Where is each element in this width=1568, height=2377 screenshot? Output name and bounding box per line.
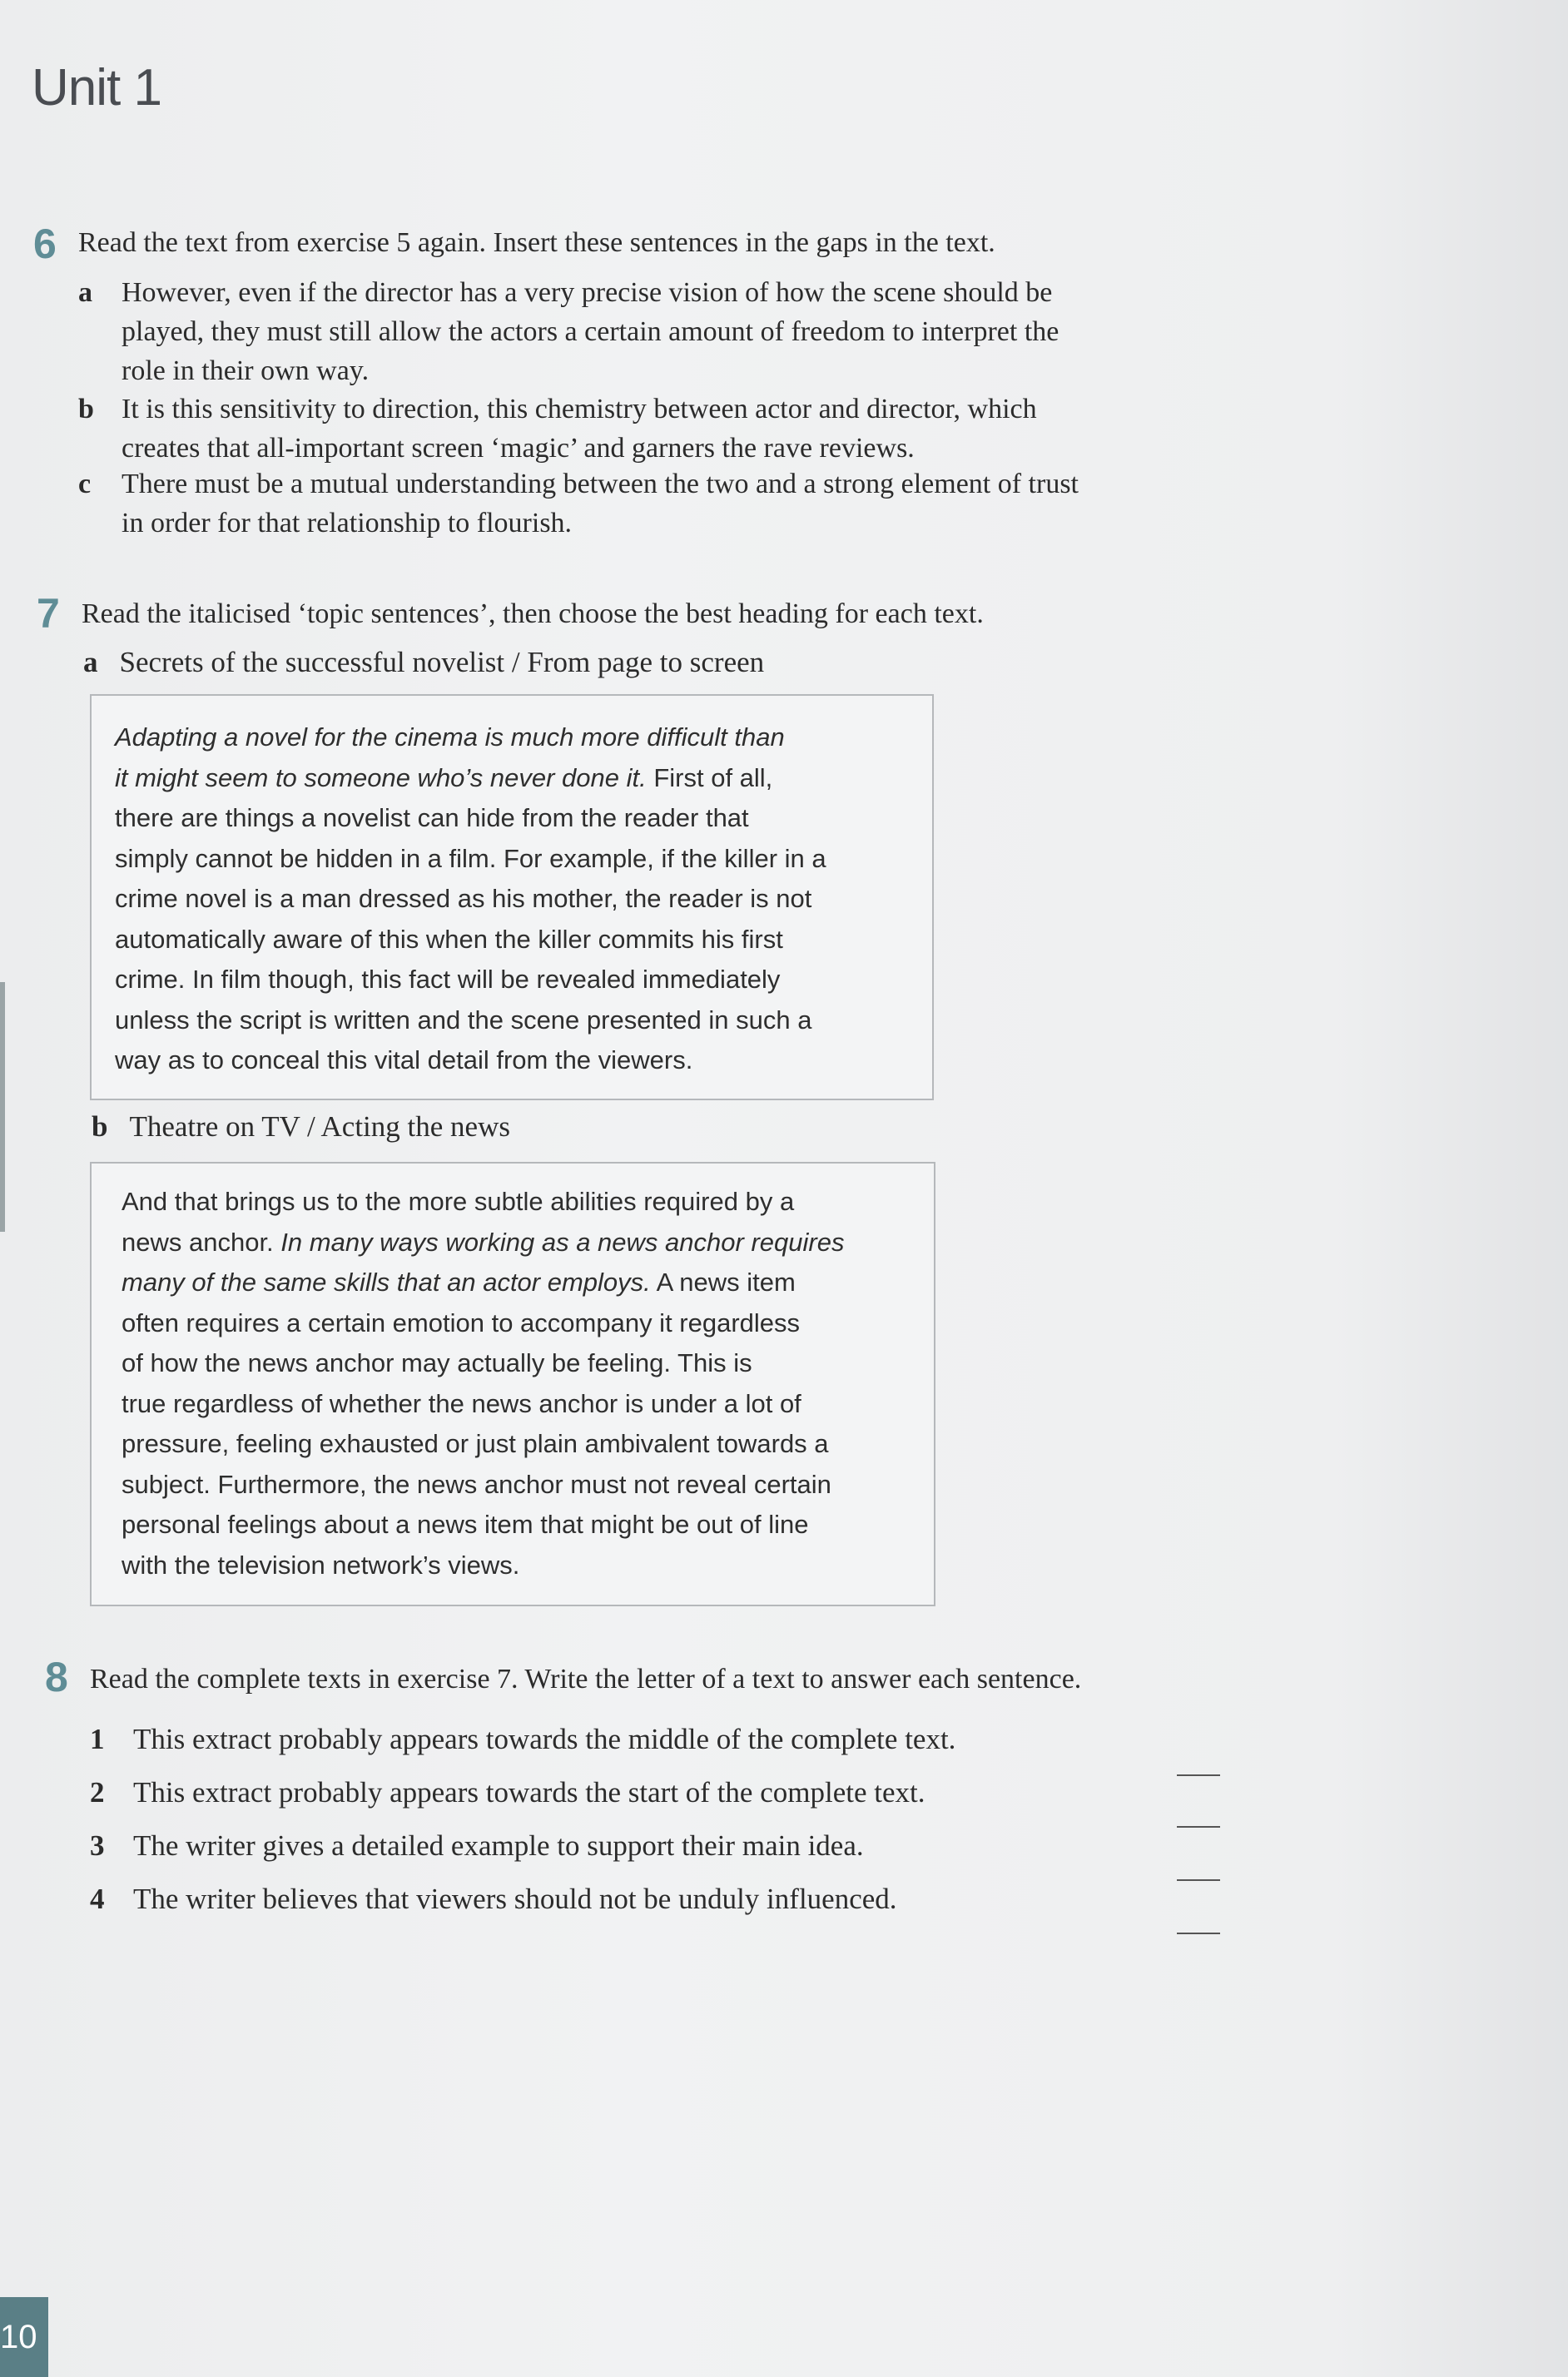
exercise-8-sentence-1 [90, 1723, 955, 1756]
box-line: simply cannot be hidden in a film. For example, if the killer in a [115, 843, 826, 873]
sentence-number: 3 [90, 1829, 105, 1862]
exercise-7a-heading-row [83, 646, 764, 679]
unit-title: Unit 1 [32, 59, 161, 117]
exercise-8-instruction: Read the complete texts in exercise 7. Write the letter of a text to answer each sentence. [90, 1664, 1082, 1695]
page-edge-shadow [0, 982, 5, 1232]
box-line: unless the script is written and the scene presented in such a [115, 1005, 812, 1035]
sentence-number: 4 [90, 1883, 105, 1915]
exercise-6-instruction: Read the text from exercise 5 again. Insert these sentences in the gaps in the text. [78, 227, 995, 258]
box-line: crime. In film though, this fact will be revealed immediately [115, 965, 781, 994]
sentence-text: The writer gives a detailed example to support their main idea. [133, 1829, 864, 1862]
box-line: many of the same skills that an actor employs. A news item [122, 1268, 796, 1297]
answer-blank-4[interactable] [1177, 1933, 1220, 1934]
exercise-6-item-c [78, 464, 1377, 543]
box-line: of how the news anchor may actually be feeling. This is [122, 1348, 752, 1377]
sentence-number: 1 [90, 1723, 105, 1755]
item-letter: b [78, 394, 94, 424]
item-line: in order for that relationship to flourish. [122, 508, 573, 538]
box-line: Adapting a novel for the cinema is much more difficult than [115, 722, 785, 752]
exercise-7b-heading-row [92, 1110, 510, 1144]
box-line: with the television network’s views. [122, 1550, 520, 1580]
item-line: It is this sensitivity to direction, this chemistry between actor and director, which [122, 394, 1037, 424]
box-line: automatically aware of this when the killer commits his first [115, 924, 783, 954]
box-line: way as to conceal this vital detail from the viewers. [115, 1045, 693, 1074]
sentence-text: The writer believes that viewers should not be unduly influenced. [133, 1883, 897, 1915]
sentence-number: 2 [90, 1776, 105, 1809]
exercise-8-sentence-3 [90, 1829, 864, 1863]
text-box-a [90, 694, 934, 1100]
item-letter: b [92, 1110, 108, 1143]
box-line: pressure, feeling exhausted or just plain ambivalent towards a [122, 1429, 829, 1458]
page-number: 10 [0, 2297, 48, 2377]
exercise-8-sentence-2 [90, 1776, 925, 1809]
item-letter: a [83, 646, 98, 678]
box-line: true regardless of whether the news anchor is under a lot of [122, 1388, 801, 1418]
item-letter: a [78, 277, 92, 308]
box-line: there are things a novelist can hide from the reader that [115, 803, 749, 832]
box-line: subject. Furthermore, the news anchor must not reveal certain [122, 1469, 831, 1499]
exercise-7-instruction: Read the italicised ‘topic sentences’, then choose the best heading for each text. [82, 598, 984, 629]
answer-blank-3[interactable] [1177, 1879, 1220, 1881]
answer-blank-1[interactable] [1177, 1774, 1220, 1776]
exercise-8-number: 8 [45, 1654, 68, 1700]
heading-options: Secrets of the successful novelist / From page to screen [119, 646, 765, 678]
exercise-6-item-b [78, 390, 1377, 468]
text-box-b [90, 1162, 935, 1606]
box-line: And that brings us to the more subtle abilities required by a [122, 1187, 795, 1216]
item-letter: c [78, 469, 92, 499]
sentence-text: This extract probably appears towards the start of the complete text. [133, 1776, 925, 1809]
box-line: crime novel is a man dressed as his mother, the reader is not [115, 884, 812, 913]
item-line: role in their own way. [122, 355, 370, 386]
exercise-8-sentence-4 [90, 1883, 897, 1916]
box-line: it might seem to someone who’s never done it. First of all, [115, 762, 773, 792]
box-line: often requires a certain emotion to accompany it regardless [122, 1308, 801, 1337]
sentence-text: This extract probably appears towards the middle of the complete text. [133, 1723, 956, 1755]
heading-options: Theatre on TV / Acting the news [129, 1110, 510, 1143]
box-line: news anchor. In many ways working as a news anchor requires [122, 1227, 845, 1257]
exercise-6-item-a [78, 273, 1377, 390]
answer-blank-2[interactable] [1177, 1826, 1220, 1828]
exercise-7-number: 7 [37, 590, 60, 637]
exercise-6-number: 6 [33, 221, 57, 267]
box-line: personal feelings about a news item that might be out of line [122, 1510, 809, 1539]
item-line: creates that all-important screen ‘magic’ and garners the rave reviews. [122, 433, 915, 464]
item-line: There must be a mutual understanding between the two and a strong element of trust [122, 469, 1079, 499]
item-line: played, they must still allow the actors a certain amount of freedom to interpret the [122, 316, 1059, 347]
item-line: However, even if the director has a very precise vision of how the scene should be [122, 277, 1053, 308]
